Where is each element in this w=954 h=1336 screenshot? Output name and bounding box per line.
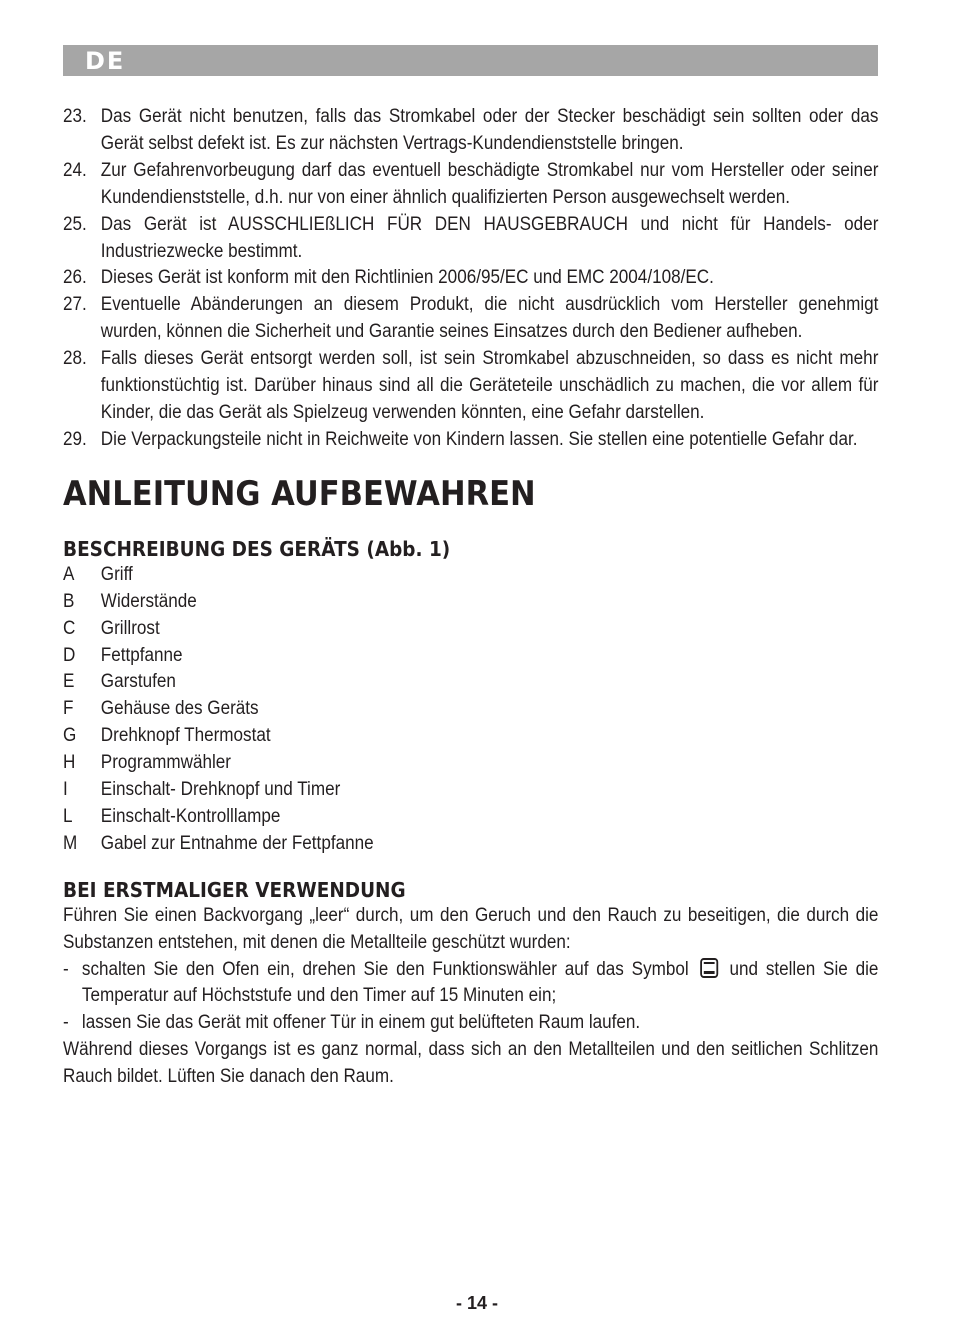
list-item xyxy=(63,212,878,266)
list-item xyxy=(63,265,878,292)
part-label: Einschalt- Drehknopf und Timer xyxy=(100,779,341,801)
part-label: Garstufen xyxy=(100,671,176,693)
safety-instructions-list xyxy=(63,104,878,454)
list-item xyxy=(63,346,878,427)
step-text xyxy=(82,957,878,1011)
item-number: 26. xyxy=(63,267,87,289)
part-letter: L xyxy=(63,805,73,827)
dash-bullet: - xyxy=(63,1012,69,1034)
part-label: Drehknopf Thermostat xyxy=(100,725,271,747)
part-item xyxy=(63,723,878,750)
part-letter: F xyxy=(63,698,74,720)
item-text: Das Gerät nicht benutzen, falls das Stromkabel oder der Stecker beschädigt sein sollten oder das Gerät selbst defekt ist. Es zur nächsten Vertrags-Kundendienststelle bringen. xyxy=(100,106,879,154)
part-letter: A xyxy=(63,563,75,585)
language-header-bar xyxy=(63,45,878,76)
part-label: Gehäuse des Geräts xyxy=(100,698,259,720)
part-label: Einschalt-Kontrolllampe xyxy=(100,805,281,827)
item-number: 24. xyxy=(63,159,87,181)
part-letter: I xyxy=(63,779,68,801)
main-heading: ANLEITUNG AUFBEWAHREN xyxy=(63,473,536,514)
page-number: - 14 - xyxy=(455,1293,498,1313)
part-item xyxy=(63,696,878,723)
item-number: 23. xyxy=(63,106,87,127)
item-number: 27. xyxy=(63,294,87,316)
item-text: Das Gerät ist AUSSCHLIEßLICH FÜR DEN HAUSGEBRAUCH und nicht für Handels- oder Industriezwecke bestimmt. xyxy=(100,213,879,262)
step-text-before-icon: schalten Sie den Ofen ein, drehen Sie den Funktionswähler auf das Symbol xyxy=(81,958,689,980)
part-letter: C xyxy=(63,617,76,639)
item-text: Dieses Gerät ist konform mit den Richtlinien 2006/95/EC und EMC 2004/108/EC. xyxy=(100,267,714,289)
part-label: Programmwähler xyxy=(100,752,231,774)
first-use-step-2 xyxy=(63,1010,878,1037)
part-letter: E xyxy=(63,671,75,693)
step-text: lassen Sie das Gerät mit offener Tür in einem gut belüfteten Raum laufen. xyxy=(81,1012,641,1034)
part-letter: M xyxy=(63,832,78,854)
part-label: Widerstände xyxy=(100,590,197,612)
first-use-outro: Während dieses Vorgangs ist es ganz normal, dass sich an den Metallteilen und den seitlichen Schlitzen Rauch bildet. Lüften Sie danach den Raum. xyxy=(63,1039,879,1088)
first-use-step-1 xyxy=(63,957,878,1011)
part-letter: D xyxy=(63,644,76,666)
part-item xyxy=(63,777,878,804)
list-item xyxy=(63,427,878,454)
part-item xyxy=(63,616,878,643)
item-text: Die Verpackungsteile nicht in Reichweite von Kindern lassen. Sie stellen eine potentielle Gefahr dar. xyxy=(100,428,858,450)
part-label: Fettpfanne xyxy=(100,644,183,666)
part-letter: H xyxy=(63,752,76,774)
dash-bullet: - xyxy=(63,958,69,980)
part-label: Gabel zur Entnahme der Fettpfanne xyxy=(100,832,374,854)
part-letter: G xyxy=(63,725,77,747)
page-content xyxy=(63,104,879,1091)
part-item xyxy=(63,831,878,858)
item-number: 28. xyxy=(63,348,87,370)
description-heading: BESCHREIBUNG DES GERÄTS (Abb. 1) xyxy=(63,536,451,561)
item-text: Zur Gefahrenvorbeugung darf das eventuell beschädigte Stromkabel nur vom Hersteller oder seiner Kundendienststelle, d.h. nur von einer ähnlich qualifizierten Person ausgewechselt werden. xyxy=(100,159,879,208)
item-number: 29. xyxy=(63,428,87,450)
item-text: Falls dieses Gerät entsorgt werden soll, ist sein Stromkabel abzuschneiden, so dass es nicht mehr funktionstüchtig ist. Darüber hinaus sind all die Geräteteile unschädlich zu machen, die vor allem für Kinder, die das Gerät als Spielzeug verwenden könnten, eine Gefahr darstellen. xyxy=(100,348,879,423)
first-use-intro: Führen Sie einen Backvorgang „leer“ durch, um den Geruch und den Rauch zu beseitigen, die durch die Substanzen entstehen, mit denen die Metallteile geschützt wurden: xyxy=(63,904,879,953)
first-use-heading: BEI ERSTMALIGER VERWENDUNG xyxy=(63,877,406,902)
part-item xyxy=(63,589,878,616)
part-item xyxy=(63,750,878,777)
step-text-after-icon: und stellen Sie die Temperatur auf Höchststufe und den Timer auf 15 Minuten ein; xyxy=(81,958,879,1007)
parts-list xyxy=(63,562,878,858)
part-item xyxy=(63,562,878,589)
list-item xyxy=(63,158,878,212)
part-letter: B xyxy=(63,590,75,612)
part-label: Grillrost xyxy=(100,617,160,639)
oven-top-bottom-heat-icon xyxy=(700,958,718,978)
item-number: 25. xyxy=(63,213,87,235)
list-item xyxy=(63,104,878,158)
part-label: Griff xyxy=(100,563,133,585)
language-code: DE xyxy=(85,47,126,75)
part-item xyxy=(63,804,878,831)
item-text: Eventuelle Abänderungen an diesem Produkt, die nicht ausdrücklich vom Hersteller genehmigt wurden, können die Sicherheit und Garantie seines Einsatzes durch den Bediener aufheben. xyxy=(100,294,879,343)
list-item xyxy=(63,292,878,346)
part-item xyxy=(63,669,878,696)
part-item xyxy=(63,643,878,670)
